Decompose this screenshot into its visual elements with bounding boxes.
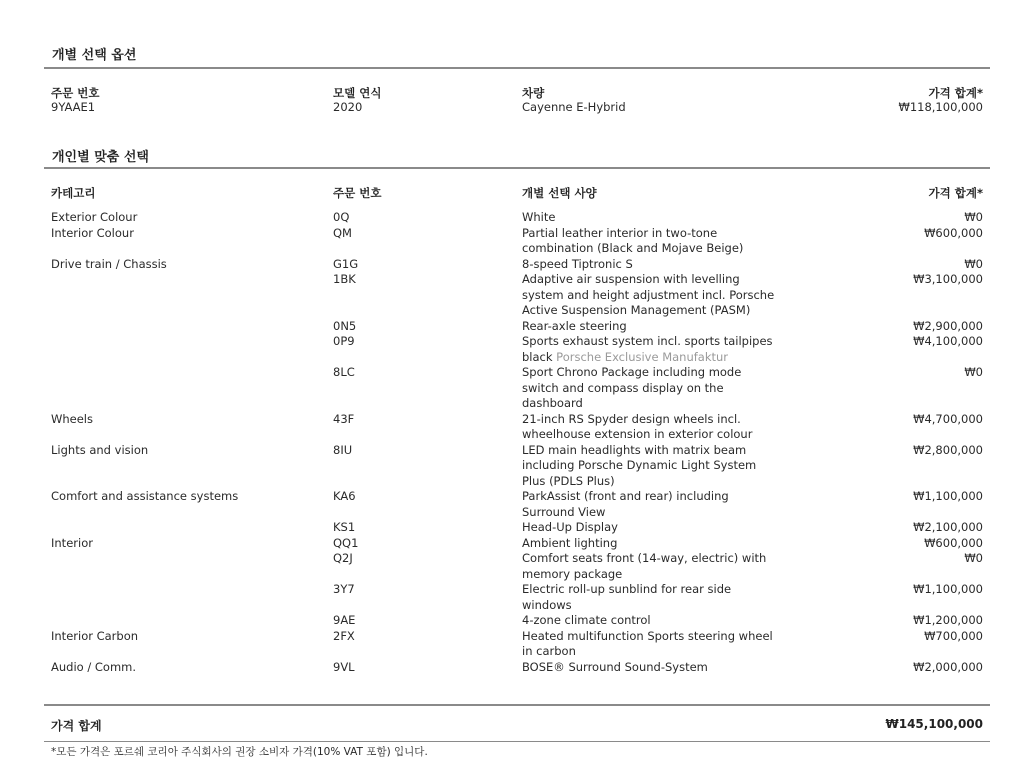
option-description-text: Rear-axle steering — [522, 318, 627, 333]
option-description-text: Sports exhaust system incl. sports tailpipes black — [522, 334, 773, 364]
option-code: QQ1 — [333, 535, 359, 550]
option-price: ₩4,700,000 — [913, 411, 983, 426]
option-price: ₩2,100,000 — [913, 520, 983, 534]
option-code: Q2J — [333, 551, 353, 565]
option-code: G1G — [333, 256, 359, 271]
section2-header-option: 개별 선택 사양 — [522, 186, 597, 200]
option-description — [522, 272, 852, 319]
option-code: 43F — [333, 411, 355, 426]
option-price: ₩2,900,000 — [913, 318, 983, 333]
section1-total: ₩118,100,000 — [898, 100, 983, 114]
option-description-text: Ambient lighting — [522, 535, 618, 550]
option-description — [522, 660, 852, 676]
option-category: Lights and vision — [51, 442, 149, 457]
option-code: 1BK — [333, 272, 356, 286]
option-category: Drive train / Chassis — [51, 256, 167, 271]
option-category: Exterior Colour — [51, 210, 138, 224]
section2-header-order-no: 주문 번호 — [333, 186, 382, 200]
option-description — [522, 257, 852, 273]
option-description-text: Partial leather interior in two-tone combination (Black and Mojave Beige) — [522, 225, 744, 255]
option-description — [522, 520, 852, 536]
option-description-text: BOSE® Surround Sound-System — [522, 659, 708, 674]
option-description — [522, 551, 852, 582]
option-category: Wheels — [51, 411, 93, 426]
option-price: ₩0 — [964, 551, 983, 565]
section1-model-year: 2020 — [333, 100, 363, 114]
option-description-note: Porsche Exclusive Manufaktur — [552, 349, 729, 364]
option-price: ₩1,200,000 — [913, 613, 983, 627]
option-code: KS1 — [333, 520, 356, 534]
option-description — [522, 334, 852, 365]
section1-title: 개별 선택 옵션 — [52, 48, 137, 63]
option-code: 0N5 — [333, 318, 357, 333]
price-footnote: *모든 가격은 포르쉐 코리아 주식회사의 권장 소비자 가격(10% VAT 포함) 입니다. — [51, 746, 428, 758]
option-description-text: ParkAssist (front and rear) including Surround View — [522, 489, 729, 519]
option-code: KA6 — [333, 489, 356, 503]
footer-bottom-rule — [44, 741, 990, 742]
option-price: ₩1,100,000 — [913, 489, 983, 503]
option-category: Interior Carbon — [51, 628, 139, 643]
section1-vehicle: Cayenne E-Hybrid — [522, 100, 626, 114]
option-description-text: Comfort seats front (14-way, electric) with memory package — [522, 551, 767, 581]
grand-total-value: ₩145,100,000 — [885, 717, 983, 731]
option-description-text: Sport Chrono Package including mode switch and compass display on the dashboard — [522, 365, 742, 410]
option-description — [522, 443, 852, 490]
grand-total-label: 가격 합계 — [51, 719, 102, 733]
section1-header-vehicle: 차량 — [522, 86, 545, 100]
option-price: ₩1,100,000 — [913, 582, 983, 596]
option-category: Comfort and assistance systems — [51, 489, 239, 503]
option-description-text: White — [522, 210, 556, 224]
option-description-text: Heated multifunction Sports steering wheel in carbon — [522, 628, 773, 658]
option-price: ₩600,000 — [924, 225, 983, 240]
option-description-text: 21-inch RS Spyder design wheels incl. wheelhouse extension in exterior colour — [522, 411, 753, 441]
option-price: ₩0 — [964, 210, 983, 224]
option-description — [522, 582, 852, 613]
option-code: 2FX — [333, 628, 355, 643]
section1-header-total: 가격 합계* — [928, 86, 983, 100]
option-price: ₩0 — [964, 365, 983, 379]
option-price: ₩4,100,000 — [913, 334, 983, 348]
option-code: QM — [333, 225, 352, 240]
option-code: 8IU — [333, 442, 353, 457]
option-description — [522, 629, 852, 660]
option-description — [522, 226, 852, 257]
option-description-text: 8-speed Tiptronic S — [522, 256, 633, 271]
option-price: ₩3,100,000 — [913, 272, 983, 286]
option-price: ₩600,000 — [924, 535, 983, 550]
option-description — [522, 412, 852, 443]
section1-order-no: 9YAAE1 — [51, 100, 96, 114]
option-description — [522, 210, 852, 226]
section2-header-category: 카테고리 — [51, 186, 96, 200]
option-description — [522, 319, 852, 335]
option-category: Interior Colour — [51, 225, 134, 240]
section1-header-order-no: 주문 번호 — [51, 86, 100, 100]
option-description-text: LED main headlights with matrix beam including Porsche Dynamic Light System Plus (PDLS Plus) — [522, 442, 757, 488]
option-code: 0P9 — [333, 334, 355, 348]
option-description — [522, 613, 852, 629]
option-code: 8LC — [333, 365, 355, 379]
option-description-text: Adaptive air suspension with levelling system and height adjustment incl. Porsche Active Suspension Management (PASM) — [522, 272, 775, 317]
option-description — [522, 536, 852, 552]
option-code: 9VL — [333, 659, 355, 674]
option-description — [522, 489, 852, 520]
footer-top-rule — [44, 704, 990, 706]
option-price: ₩0 — [964, 256, 983, 271]
section1-header-model-year: 모델 연식 — [333, 86, 382, 100]
option-description-text: Electric roll-up sunblind for rear side windows — [522, 582, 732, 612]
option-category: Audio / Comm. — [51, 659, 136, 674]
section2-header-total: 가격 합계* — [928, 186, 983, 200]
option-description — [522, 365, 852, 412]
option-description-text: Head-Up Display — [522, 520, 618, 534]
option-price: ₩2,800,000 — [913, 442, 983, 457]
option-price: ₩2,000,000 — [913, 659, 983, 674]
section2-title: 개인별 맞춤 선택 — [52, 150, 149, 165]
option-description-text: 4-zone climate control — [522, 613, 651, 627]
option-price: ₩700,000 — [924, 628, 983, 643]
option-category: Interior — [51, 535, 93, 550]
option-code: 3Y7 — [333, 582, 355, 596]
option-code: 0Q — [333, 210, 350, 224]
option-code: 9AE — [333, 613, 356, 627]
